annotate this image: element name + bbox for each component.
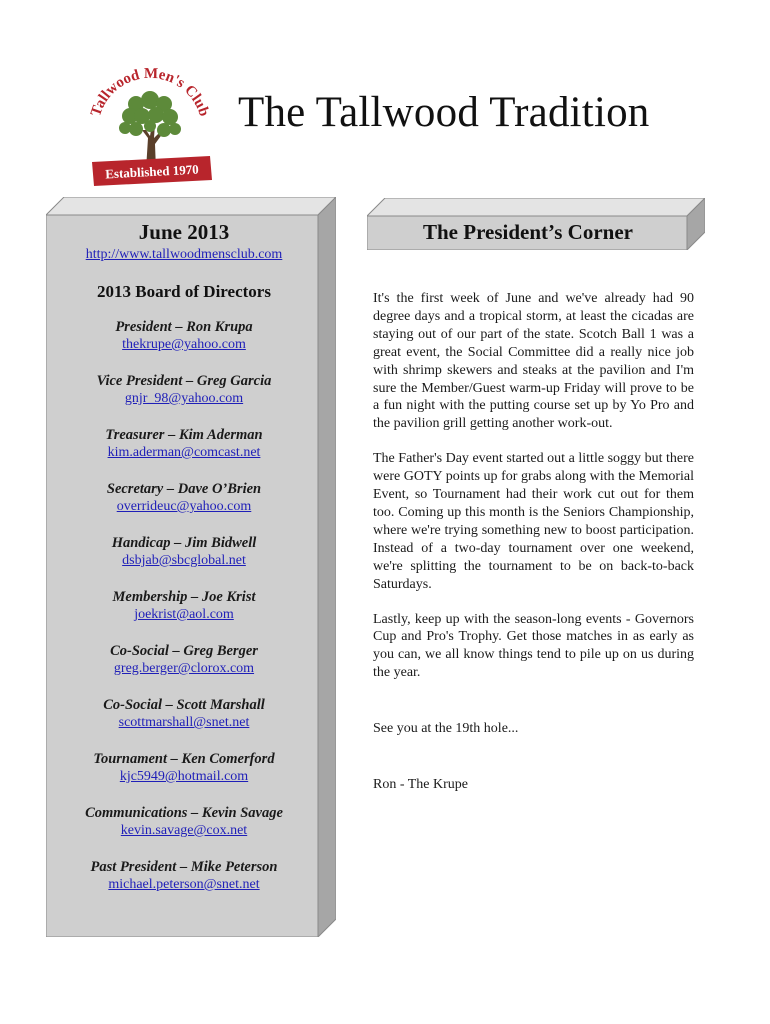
logo-ring-text: Tallwood Men's Club	[88, 65, 212, 119]
tree-logo-icon	[80, 52, 220, 190]
article-closing-line: See you at the 19th hole...	[373, 721, 519, 737]
member-email-link[interactable]: scottmarshall@snet.net	[118, 715, 250, 730]
board-title: 2013 Board of Directors	[97, 282, 271, 301]
article-paragraph: It's the first week of June and we've already had 90 degree days and a tropical storm, at least the cicadas are staying out of our part of the state. Scotch Ball 1 was a great event, the Social Committee did a really nice job with shrimp skewers and steaks at the pavilion and I'm sure the Member/Guest warm-up Friday will prove to be a fun night with the putting course set up by Yo Pro and the pavilion grill getting another work-out.	[373, 291, 694, 432]
website-link[interactable]: http://www.tallwoodmensclub.com	[85, 247, 283, 262]
member-email-link[interactable]: gnjr_98@yahoo.com	[124, 391, 244, 406]
board-sidebar	[46, 197, 336, 937]
member-role: Communications – Kevin Savage	[85, 805, 283, 821]
member-role: Tournament – Ken Comerford	[93, 751, 275, 767]
member-role: Handicap – Jim Bidwell	[111, 535, 257, 551]
member-email-link[interactable]: dsbjab@sbcglobal.net	[122, 553, 246, 568]
presidents-corner-header	[367, 198, 705, 250]
member-email-link[interactable]: overrideuc@yahoo.com	[116, 499, 252, 514]
board-member	[48, 588, 320, 624]
article-paragraph: The Father's Day event started out a little soggy but there were GOTY points up for grabs along with the Memorial Event, so Tournament had their work cut out for them too. Coming up this month is the Seniors Championship, where we're trying something new to boost participation. Instead of a two-day tournament over one weekend, we're splitting the tournament to be on back-to-back Saturdays.	[373, 451, 694, 592]
member-role: Membership – Joe Krist	[112, 589, 256, 605]
member-role: Co-Social – Scott Marshall	[103, 697, 265, 713]
member-email-link[interactable]: greg.berger@clorox.com	[113, 661, 255, 676]
member-role: Vice President – Greg Garcia	[96, 373, 272, 389]
member-email-link[interactable]: kim.aderman@comcast.net	[107, 445, 261, 460]
board-member	[48, 372, 320, 408]
board-member	[48, 696, 320, 732]
club-logo	[80, 52, 220, 190]
article-paragraph: Lastly, keep up with the season-long events - Governors Cup and Pro's Trophy. Get those matches in as early as you can, we all know things tend to pile up on us during the year.	[373, 611, 694, 681]
member-email-link[interactable]: kevin.savage@cox.net	[120, 823, 248, 838]
article-signature: Ron - The Krupe	[373, 777, 468, 793]
member-email-link[interactable]: kjc5949@hotmail.com	[119, 769, 249, 784]
board-member	[48, 642, 320, 678]
member-email-link[interactable]: michael.peterson@snet.net	[108, 877, 260, 892]
presidents-corner-title: The President’s Corner	[423, 220, 633, 244]
member-role: Co-Social – Greg Berger	[110, 643, 258, 659]
member-role: President – Ron Krupa	[115, 319, 253, 335]
member-email-link[interactable]: thekrupe@yahoo.com	[122, 337, 246, 352]
board-member	[48, 858, 320, 894]
newsletter-title: The Tallwood Tradition	[238, 89, 650, 136]
member-email-link[interactable]: joekrist@aol.com	[134, 607, 234, 622]
issue-month: June 2013	[138, 220, 230, 244]
member-role: Secretary – Dave O’Brien	[106, 481, 262, 497]
board-member	[48, 480, 320, 516]
member-role: Past President – Mike Peterson	[90, 859, 278, 875]
svg-text:Established 1970: Established 1970	[104, 161, 200, 182]
board-member	[48, 318, 320, 354]
board-member	[48, 426, 320, 462]
board-member	[48, 534, 320, 570]
presidents-corner-article	[373, 290, 694, 811]
board-member	[48, 750, 320, 786]
member-role: Treasurer – Kim Aderman	[105, 427, 263, 443]
board-member	[48, 804, 320, 840]
